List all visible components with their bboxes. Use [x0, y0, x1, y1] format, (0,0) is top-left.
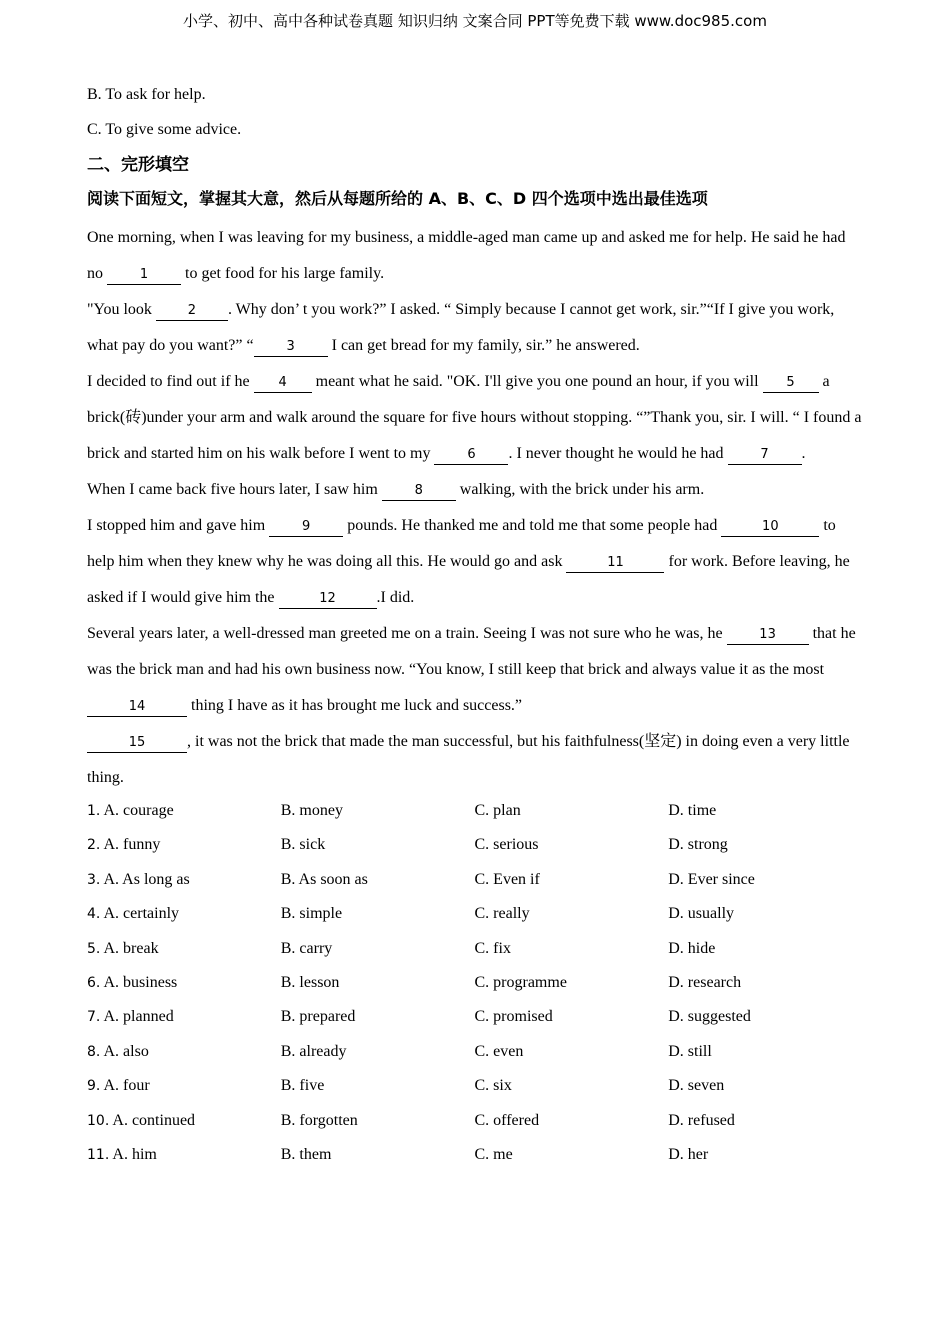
option-c: C. Even if: [474, 870, 540, 888]
option-c: C. plan: [474, 802, 521, 819]
question-number: 11.: [87, 1146, 110, 1163]
option-b: B. five: [280, 1077, 325, 1095]
question-number: 4.: [87, 906, 101, 923]
option-a-text: A. four: [103, 1077, 150, 1095]
option-c: C. programme: [474, 973, 567, 991]
paragraph-1: [87, 220, 862, 292]
page-header: 小学、初中、高中各种试卷真题 知识归纳 文案合同 PPT等免费下载 www.doc985.com: [183, 12, 767, 30]
option-a: [87, 865, 281, 899]
option-a: [87, 1037, 281, 1071]
option-a-text: A. break: [103, 939, 159, 957]
blank-15: 15: [87, 734, 187, 753]
passage-text: I stopped him and gave him: [87, 517, 270, 534]
paragraph-5: [87, 508, 862, 616]
question-row: [87, 865, 862, 899]
option-b: B. carry: [280, 939, 333, 957]
question-row: [87, 899, 862, 933]
passage-text: I can get bread for my family, sir.” he answered.: [327, 337, 640, 354]
passage-text: .I did.: [376, 589, 415, 606]
passage-text: a brick(砖)under your arm and walk around the square for five hours without stopping. “”Thank you, sir. I will. “ I found a brick and started him on his walk before I went to my: [87, 373, 862, 462]
option-a: [87, 1071, 281, 1105]
passage-text: "You look: [87, 301, 156, 318]
option-c: C. serious: [474, 836, 539, 854]
blank-12: 12: [279, 590, 377, 609]
blank-9: 9: [269, 518, 343, 537]
question-number: 9.: [87, 1078, 101, 1095]
option-c: C. fix: [474, 939, 511, 957]
passage-text: thing I have as it has brought me luck and success.”: [187, 697, 523, 714]
option-a: [87, 968, 281, 1002]
option-b: B. them: [280, 1145, 332, 1163]
question-row: [87, 1037, 862, 1071]
option-b: B. forgotten: [280, 1111, 358, 1129]
option-d: D. strong: [668, 836, 728, 854]
question-number: 2.: [87, 837, 101, 854]
option-a: [87, 796, 281, 830]
passage-text: to help him when they knew why he was doing all this. He would go and ask: [87, 517, 836, 570]
question-row: [87, 1140, 862, 1174]
question-list: [87, 796, 862, 1174]
option-a: [87, 899, 281, 933]
passage-text: pounds. He thanked me and told me that some people had: [343, 517, 722, 534]
option-d: D. usually: [668, 905, 735, 923]
cloze-passage: [87, 220, 862, 796]
question-row: [87, 1106, 862, 1140]
passage-text: to get food for his large family.: [181, 265, 385, 282]
paragraph-4: [87, 472, 862, 508]
option-c: C. promised: [474, 1008, 553, 1026]
option-d: D. Ever since: [668, 870, 755, 888]
option-b: B. sick: [280, 836, 326, 854]
passage-text: One morning, when I was leaving for my business, a middle-aged man came up and asked me for help. He said he had no: [87, 229, 846, 282]
option-a-text: A. business: [103, 973, 178, 991]
option-d: D. suggested: [668, 1008, 751, 1026]
paragraph-7: [87, 724, 862, 796]
question-number: 3.: [87, 871, 101, 888]
blank-2: 2: [156, 302, 228, 321]
option-a-text: A. planned: [103, 1008, 174, 1026]
question-row: [87, 1071, 862, 1105]
blank-5: 5: [763, 374, 819, 393]
option-a-text: A. funny: [103, 836, 161, 854]
paragraph-3: [87, 364, 862, 472]
option-a-text: A. continued: [112, 1111, 196, 1129]
option-a-text: A. courage: [103, 802, 174, 819]
option-b: B. prepared: [280, 1008, 356, 1026]
option-a: [87, 934, 281, 968]
passage-text: that he was the brick man and had his own business now. “You know, I still keep that brick and always value it as the most: [87, 625, 856, 678]
paragraph-6: [87, 616, 862, 724]
option-a-text: A. certainly: [103, 905, 180, 923]
blank-1: 1: [107, 266, 181, 285]
blank-7: 7: [728, 446, 802, 465]
blank-14: 14: [87, 698, 187, 717]
question-row: [87, 968, 862, 1002]
option-a: [87, 830, 281, 864]
question-number: 5.: [87, 940, 101, 957]
option-a: [87, 1106, 281, 1140]
blank-13: 13: [727, 626, 809, 645]
option-d: D. her: [668, 1145, 709, 1163]
option-c: C. me: [474, 1145, 513, 1163]
option-d: D. seven: [668, 1077, 725, 1095]
option-a: [87, 1002, 281, 1036]
passage-text: meant what he said. "OK. I'll give you one pound an hour, if you will: [311, 373, 763, 390]
option-d: D. still: [668, 1042, 712, 1060]
passage-text: . I never thought he would he had: [508, 445, 728, 462]
question-row: [87, 796, 862, 830]
option-c: C. really: [474, 905, 530, 923]
question-number: 10.: [87, 1112, 110, 1129]
blank-11: 11: [566, 554, 664, 573]
option-c: C. six: [474, 1077, 512, 1095]
blank-6: 6: [434, 446, 508, 465]
passage-text: for work. Before leaving, he asked if I would give him the: [87, 553, 850, 606]
option-a-text: A. him: [112, 1145, 157, 1163]
document-body: [87, 80, 862, 1174]
instructions: 阅读下面短文，掌握其大意，然后从每题所给的 A、B、C、D 四个选项中选出最佳选项: [87, 189, 708, 208]
question-number: 8.: [87, 1043, 101, 1060]
prev-option-c: C. To give some advice.: [87, 121, 242, 138]
option-a-text: A. also: [103, 1042, 149, 1060]
section-title: 二、完形填空: [87, 155, 189, 175]
passage-text: , it was not the brick that made the man successful, but his faithfulness(坚定) in doing even a very little thing.: [87, 733, 850, 786]
passage-text: walking, with the brick under his arm.: [455, 481, 705, 498]
option-b: B. As soon as: [280, 870, 368, 888]
blank-10: 10: [721, 518, 819, 537]
blank-8: 8: [382, 482, 456, 501]
option-d: D. refused: [668, 1111, 735, 1129]
option-d: D. hide: [668, 939, 716, 957]
question-number: 1.: [87, 803, 101, 819]
blank-4: 4: [254, 374, 312, 393]
question-number: 6.: [87, 974, 101, 991]
option-a: [87, 1140, 281, 1174]
option-c: C. even: [474, 1042, 524, 1060]
passage-text: When I came back five hours later, I saw him: [87, 481, 382, 498]
question-row: [87, 934, 862, 968]
option-b: B. already: [280, 1042, 347, 1060]
option-b: B. simple: [280, 905, 343, 923]
option-b: B. lesson: [280, 973, 340, 991]
prev-option-b: B. To ask for help.: [87, 86, 206, 103]
question-row: [87, 1002, 862, 1036]
paragraph-2: [87, 292, 862, 364]
passage-text: . Why don’ t you work?” I asked. “ Simply because I cannot get work, sir.”“If I give you work, what pay do you want?” “: [87, 301, 835, 354]
option-c: C. offered: [474, 1111, 540, 1129]
option-d: D. research: [668, 973, 742, 991]
passage-text: .: [801, 445, 806, 462]
option-d: D. time: [668, 802, 717, 819]
option-a-text: A. As long as: [103, 870, 190, 888]
question-number: 7.: [87, 1009, 101, 1026]
passage-text: I decided to find out if he: [87, 373, 254, 390]
option-b: B. money: [280, 802, 343, 819]
question-row: [87, 830, 862, 864]
blank-3: 3: [254, 338, 328, 357]
passage-text: Several years later, a well-dressed man greeted me on a train. Seeing I was not sure who he was, he: [87, 625, 727, 642]
